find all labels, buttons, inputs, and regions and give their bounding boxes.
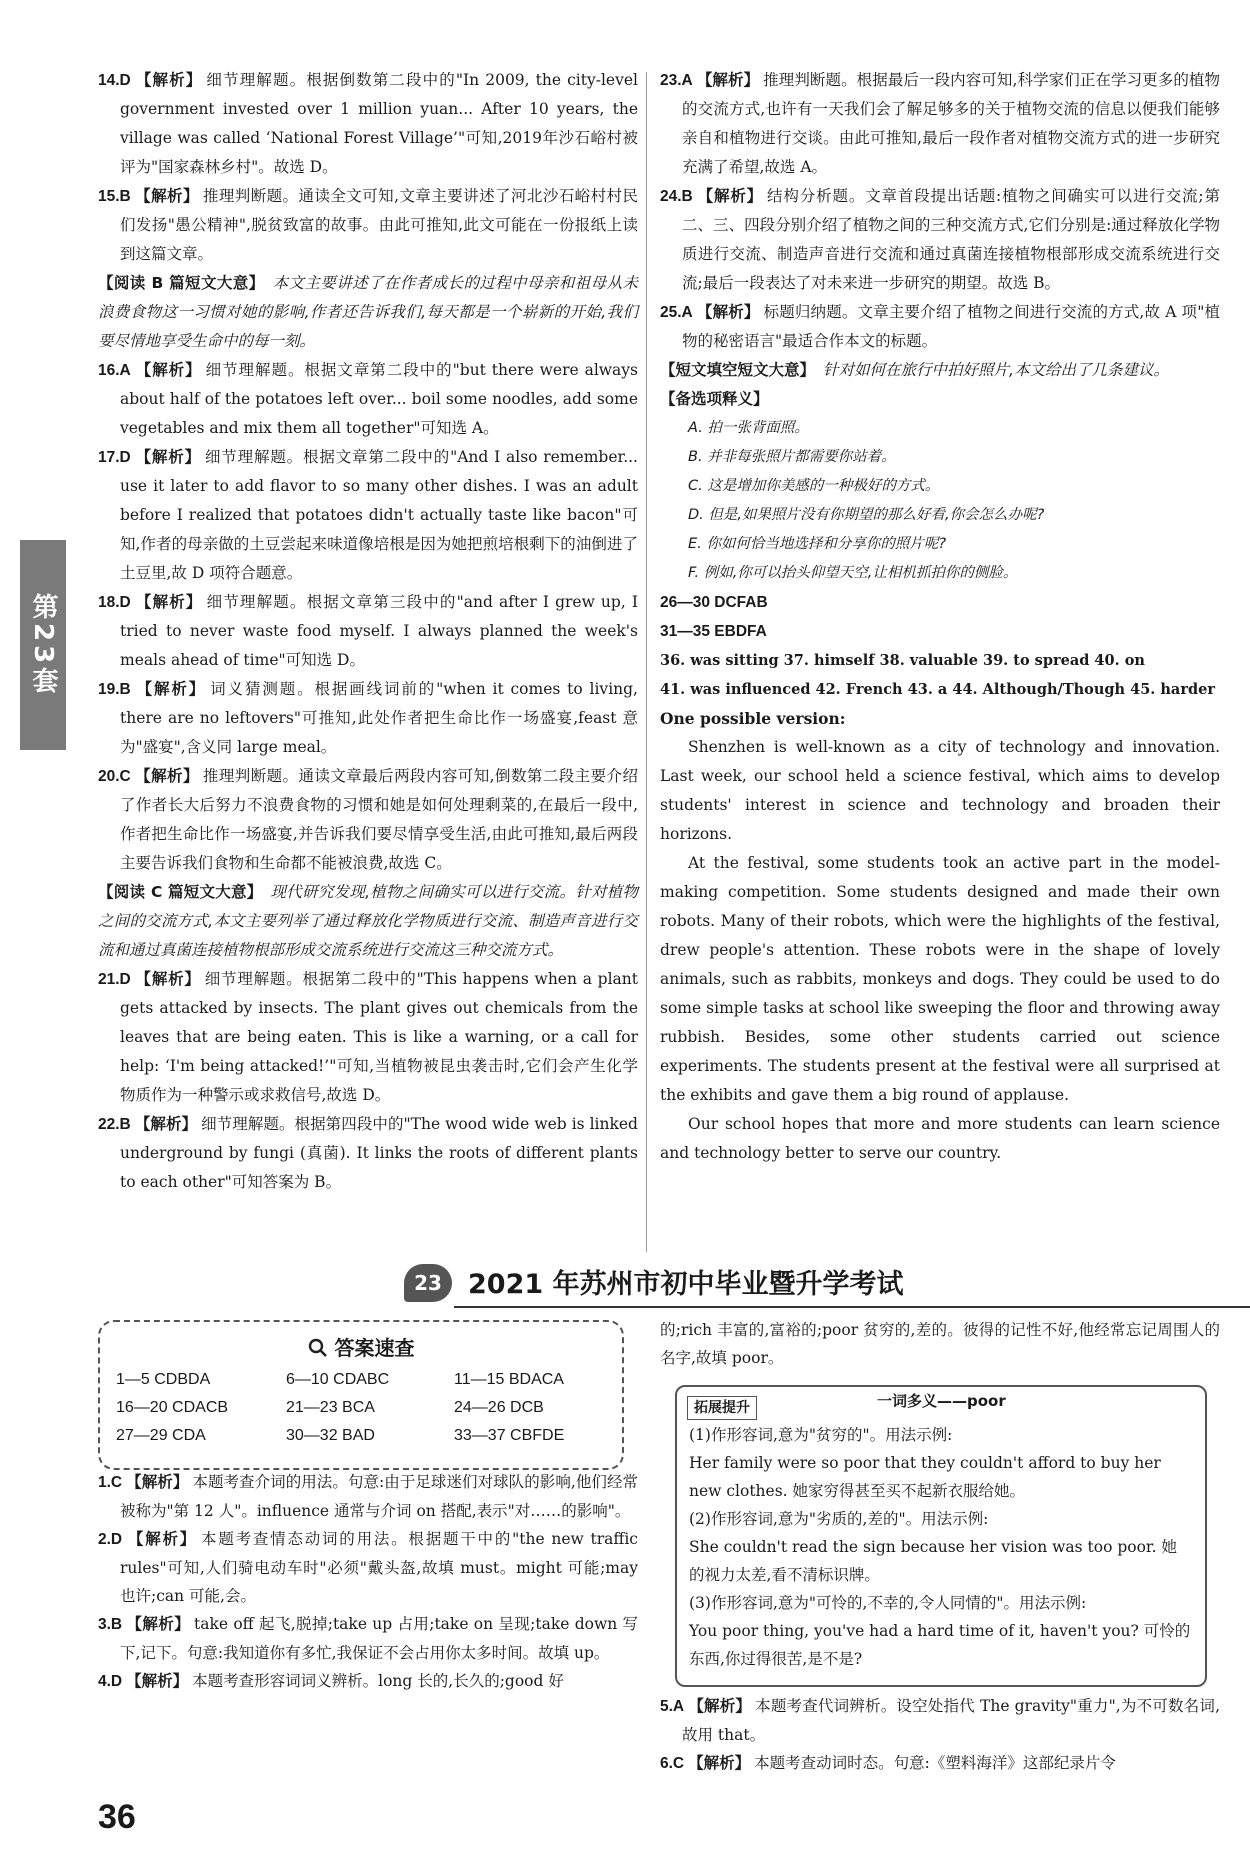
fill-answers-1: 36. was sitting 37. himself 38. valuable 39. to spread 40. on	[660, 652, 1145, 669]
analysis-text: 标题归纳题。文章主要介绍了植物之间进行交流的方式,故 A 项"植物的秘密语言"最适合作本文的标题。	[682, 303, 1220, 350]
bottom-right-column	[660, 1692, 1220, 1778]
options-list	[660, 414, 1220, 588]
answer-number: 3.B	[98, 1616, 123, 1633]
answer-number: 2.D	[98, 1531, 123, 1548]
page-number: 36	[98, 1798, 136, 1836]
answer-item	[98, 1610, 638, 1667]
answer-number: 21.D	[98, 971, 131, 988]
analysis-tag: 【解析】	[134, 361, 202, 379]
answer-item	[98, 588, 638, 675]
answer-item	[660, 1692, 1220, 1749]
extension-title: 一词多义——poor	[877, 1392, 1006, 1410]
answer-item	[98, 356, 638, 443]
extension-line: You poor thing, you've had a hard time of it, haven't you? 可怜的东西,你过得很苦,是不是?	[689, 1622, 1191, 1668]
extension-line: Her family were so poor that they couldn't afford to buy her new clothes. 她家穷得甚至买不起新衣服给她。	[689, 1454, 1161, 1500]
answer-item	[98, 965, 638, 1110]
quick-answers-title: 答案速查	[100, 1332, 622, 1361]
analysis-text: 细节理解题。根据第二段中的"This happens when a plant gets attacked by insects. The plant gives out chemicals from the leaves that are being eaten. This is like a warning, or a call for help: ‘I'm being attacked!’"可知,当植物被昆虫袭击时,它们会产生化学物质作为一种警示或求救信号,故选 D。	[120, 970, 638, 1104]
essay-para-1: Shenzhen is well-known as a city of technology and innovation. Last week, our school held a science festival, which aims to develop students' interest in science and technology and broaden their horizons.	[660, 738, 1220, 843]
extension-line: (2)作形容词,意为"劣质的,差的"。用法示例:	[689, 1510, 989, 1528]
summary-paragraph	[660, 356, 1220, 385]
quick-answer: 30—32 BAD	[286, 1427, 375, 1444]
analysis-tag: 【解析】	[696, 71, 760, 89]
answer-number: 18.D	[98, 594, 131, 611]
analysis-text: 本题考查情态动词的用法。根据题干中的"the new traffic rules"可知,人们骑电动车时"必须"戴头盔,故填 must。might 可能;may 也许;can 可能,会。	[120, 1530, 638, 1605]
summary-text: 针对如何在旅行中拍好照片,本文给出了几条建议。	[823, 361, 1169, 379]
analysis-tag: 【解析】	[134, 593, 203, 611]
summary-title: 【阅读 C 篇短文大意】	[98, 883, 263, 901]
fill-answers-2: 41. was influenced 42. French 43. a 44. Although/Though 45. harder	[660, 681, 1215, 698]
analysis-text: 本题考查形容词词义辨析。long 长的,长久的;good 好	[192, 1672, 564, 1690]
answer-item	[98, 1525, 638, 1610]
answer-number: 17.D	[98, 449, 131, 466]
summary-title: 【阅读 B 篇短文大意】	[98, 274, 265, 292]
answer-item	[660, 182, 1220, 298]
quick-answer: 6—10 CDABC	[286, 1371, 390, 1388]
extension-line: (3)作形容词,意为"可怜的,不幸的,令人同情的"。用法示例:	[689, 1594, 1087, 1612]
analysis-tag: 【解析】	[126, 1530, 198, 1548]
summary-paragraph	[98, 269, 638, 356]
answer-number: 6.C	[660, 1755, 685, 1772]
analysis-text: 细节理解题。根据文章第二段中的"but there were always about half of the potatoes left over... boil some noodles, add some vegetables and mix them all together"可知选 A。	[120, 361, 638, 437]
side-tab: 第23套	[20, 540, 66, 750]
option-item: C. 这是增加你美感的一种极好的方式。	[688, 478, 940, 494]
left-column	[98, 66, 638, 1197]
essay-para-2: At the festival, some students took an active part in the model-making competition. Some students designed and made their own robots. Many of their robots, which were the highlights of the festival, drew people's attention. These robots were in the shape of lovely animals, such as rabbits, monkeys and dogs. They could be used to do some simple tasks at school like sweeping the floor and throwing away rubbish. Besides, some other students carried out science experiments. The students present at the festival were all surprised at the exhibits and gave them a big round of applause.	[660, 854, 1220, 1104]
answer-number: 14.D	[98, 72, 131, 89]
option-item: D. 但是,如果照片没有你期望的那么好看,你会怎么办呢?	[688, 507, 1045, 523]
essay-title: One possible version:	[660, 709, 846, 728]
answers-31-35: 31—35 EBDFA	[660, 623, 767, 640]
analysis-tag: 【解析】	[696, 187, 764, 205]
analysis-tag: 【解析】	[688, 1754, 751, 1772]
right-column	[660, 66, 1220, 1168]
analysis-text: take off 起飞,脱掉;take up 占用;take on 呈现;take down 写下,记下。句意:我知道你有多忙,我保证不会占用你太多时间。故填 up。	[120, 1615, 638, 1662]
answer-number: 15.B	[98, 188, 131, 205]
section-rule	[454, 1306, 1250, 1308]
analysis-tag: 【解析】	[126, 1473, 189, 1491]
analysis-text: 结构分析题。文章首段提出话题:植物之间确实可以进行交流;第二、三、四段分别介绍了植物之间的三种交流方式,它们分别是:通过释放化学物质进行交流、制造声音进行交流和通过真菌连接植物根部形成交流系统进行交流;最后一段表达了对未来进一步研究的期望。故选 B。	[682, 187, 1220, 292]
answer-item	[98, 66, 638, 182]
analysis-text: 词义猜测题。根据画线词前的"when it comes to living, there are no leftovers"可推知,此处作者把生命比作一场盛宴,feast 意为"盛宴",含义同 large meal。	[120, 680, 638, 756]
analysis-tag: 【解析】	[134, 448, 201, 466]
section-title: 2021 年苏州市初中毕业暨升学考试	[468, 1269, 904, 1300]
analysis-tag: 【解析】	[134, 767, 199, 785]
answer-item	[660, 66, 1220, 182]
quick-answer: 16—20 CDACB	[116, 1399, 229, 1416]
answer-item	[660, 1749, 1220, 1778]
summary-text: 本文主要讲述了在作者成长的过程中母亲和祖母从未浪费食物这一习惯对她的影响,作者还告诉我们,每天都是一个崭新的开始,我们要尽情地享受生命中的每一刻。	[98, 274, 638, 350]
analysis-tag: 【解析】	[134, 970, 201, 988]
quick-answers-box	[98, 1320, 624, 1470]
answer-number: 16.A	[98, 362, 131, 379]
analysis-text: 细节理解题。根据倒数第二段中的"In 2009, the city-level government invested over 1 million yuan... After 10 years, the village was called ‘National Forest Village’"可知,2019年沙石峪村被评为"国家森林乡村"。故选 D。	[120, 71, 638, 176]
answer-number: 19.B	[98, 681, 131, 698]
bottom-right-top	[660, 1316, 1220, 1372]
analysis-tag: 【解析】	[688, 1697, 752, 1715]
summary-text: 现代研究发现,植物之间确实可以进行交流。针对植物之间的交流方式,本文主要列举了通过释放化学物质进行交流、制造声音进行交流和通过真菌连接植物根部形成交流系统进行交流这三种交流方式。	[98, 883, 638, 959]
extension-tag: 拓展提升	[687, 1396, 757, 1420]
essay-para-3: Our school hopes that more and more students can learn science and technology better to serve our country.	[660, 1115, 1220, 1162]
answer-number: 5.A	[660, 1698, 685, 1715]
section-badge: 23	[404, 1264, 452, 1302]
analysis-text: 细节理解题。根据文章第二段中的"And I also remember... use it later to add flavor to so many other dishes. I was an adult before I realized that potatoes didn't actually taste like bacon"可知,作者的母亲做的土豆尝起来味道像培根是因为她把煎培根剩下的油倒进了土豆里,故 D 项符合题意。	[120, 448, 638, 582]
analysis-text: 推理判断题。根据最后一段内容可知,科学家们正在学习更多的植物的交流方式,也许有一天我们会了解足够多的关于植物交流的信息以便我们能够亲自和植物进行交谈。由此可推知,最后一段作者对植物交流方式的进一步研究充满了希望,故选 A。	[682, 71, 1220, 176]
answer-item	[98, 1468, 638, 1525]
answer-item	[98, 675, 638, 762]
answer-number: 20.C	[98, 768, 131, 785]
answer-number: 22.B	[98, 1116, 131, 1133]
summary-paragraph	[98, 878, 638, 965]
quick-answer: 21—23 BCA	[286, 1399, 375, 1416]
answer-number: 24.B	[660, 188, 693, 205]
analysis-text: 本题考查动词时态。句意:《塑料海洋》这部纪录片令	[754, 1754, 1116, 1772]
quick-answers-grid	[116, 1368, 610, 1448]
extension-line: She couldn't read the sign because her vision was too poor. 她的视力太差,看不清标识牌。	[689, 1538, 1177, 1584]
option-item: F. 例如,你可以抬头仰望天空,让相机抓拍你的侧脸。	[688, 565, 1018, 581]
analysis-tag: 【解析】	[134, 71, 203, 89]
extension-line: (1)作形容词,意为"贫穷的"。用法示例:	[689, 1426, 953, 1444]
answer-item	[98, 443, 638, 588]
answer-item	[98, 1667, 638, 1696]
option-item: A. 拍一张背面照。	[688, 420, 809, 436]
analysis-text: 细节理解题。根据第四段中的"The wood wide web is linked underground by fungi (真菌). It links the roots of different plants to each other"可知答案为 B。	[120, 1115, 638, 1191]
answer-number: 1.C	[98, 1474, 123, 1491]
quick-answer: 11—15 BDACA	[454, 1371, 564, 1388]
answer-item	[98, 1110, 638, 1197]
quick-answer: 1—5 CDBDA	[116, 1371, 211, 1388]
quick-answer: 24—26 DCB	[454, 1399, 544, 1416]
answer-number: 4.D	[98, 1673, 123, 1690]
answer-number: 25.A	[660, 304, 693, 321]
quick-answer: 27—29 CDA	[116, 1427, 206, 1444]
analysis-tag: 【解析】	[134, 1115, 198, 1133]
analysis-tag: 【解析】	[134, 187, 199, 205]
summary-title: 【短文填空短文大意】	[660, 361, 816, 379]
answers-26-30: 26—30 DCFAB	[660, 594, 768, 611]
analysis-tag: 【解析】	[126, 1615, 190, 1633]
answer-item	[98, 762, 638, 878]
option-item: E. 你如何恰当地选择和分享你的照片呢?	[688, 536, 947, 552]
options-title: 【备选项释义】	[660, 390, 769, 408]
analysis-text: 推理判断题。通读文章最后两段内容可知,倒数第二段主要介绍了作者长大后努力不浪费食物的习惯和她是如何处理剩菜的,在最后一段中,作者把生命比作一场盛宴,并告诉我们要尽情享受生活,由此可推知,最后两段主要告诉我们食物和生命都不能被浪费,故选 C。	[120, 767, 638, 872]
search-icon	[308, 1336, 335, 1360]
analysis-text: 细节理解题。根据文章第三段中的"and after I grew up, I tried to never waste food myself. I always planned the week's meals ahead of time"可知选 D。	[120, 593, 638, 669]
quick-answer: 33—37 CBFDE	[454, 1427, 565, 1444]
option-item: B. 并非每张照片都需要你站着。	[688, 449, 896, 465]
answer-number: 23.A	[660, 72, 693, 89]
analysis-tag: 【解析】	[134, 680, 207, 698]
analysis-text: 本题考查代词辨析。设空处指代 The gravity"重力",为不可数名词,故用 that。	[682, 1697, 1220, 1744]
analysis-tag: 【解析】	[696, 303, 760, 321]
q4-continued: 的;rich 丰富的,富裕的;poor 贫穷的,差的。彼得的记性不好,他经常忘记周围人的名字,故填 poor。	[660, 1321, 1220, 1367]
column-divider	[646, 72, 647, 1252]
analysis-tag: 【解析】	[126, 1672, 189, 1690]
bottom-left-column	[98, 1468, 638, 1696]
answer-item	[98, 182, 638, 269]
extension-box	[675, 1385, 1207, 1687]
analysis-text: 推理判断题。通读全文可知,文章主要讲述了河北沙石峪村村民们发扬"愚公精神",脱贫致富的故事。由此可推知,此文可能在一份报纸上读到这篇文章。	[120, 187, 638, 263]
analysis-text: 本题考查介词的用法。句意:由于足球迷们对球队的影响,他们经常被称为"第 12 人"。influence 通常与介词 on 搭配,表示"对……的影响"。	[120, 1473, 638, 1520]
answer-item	[660, 298, 1220, 356]
